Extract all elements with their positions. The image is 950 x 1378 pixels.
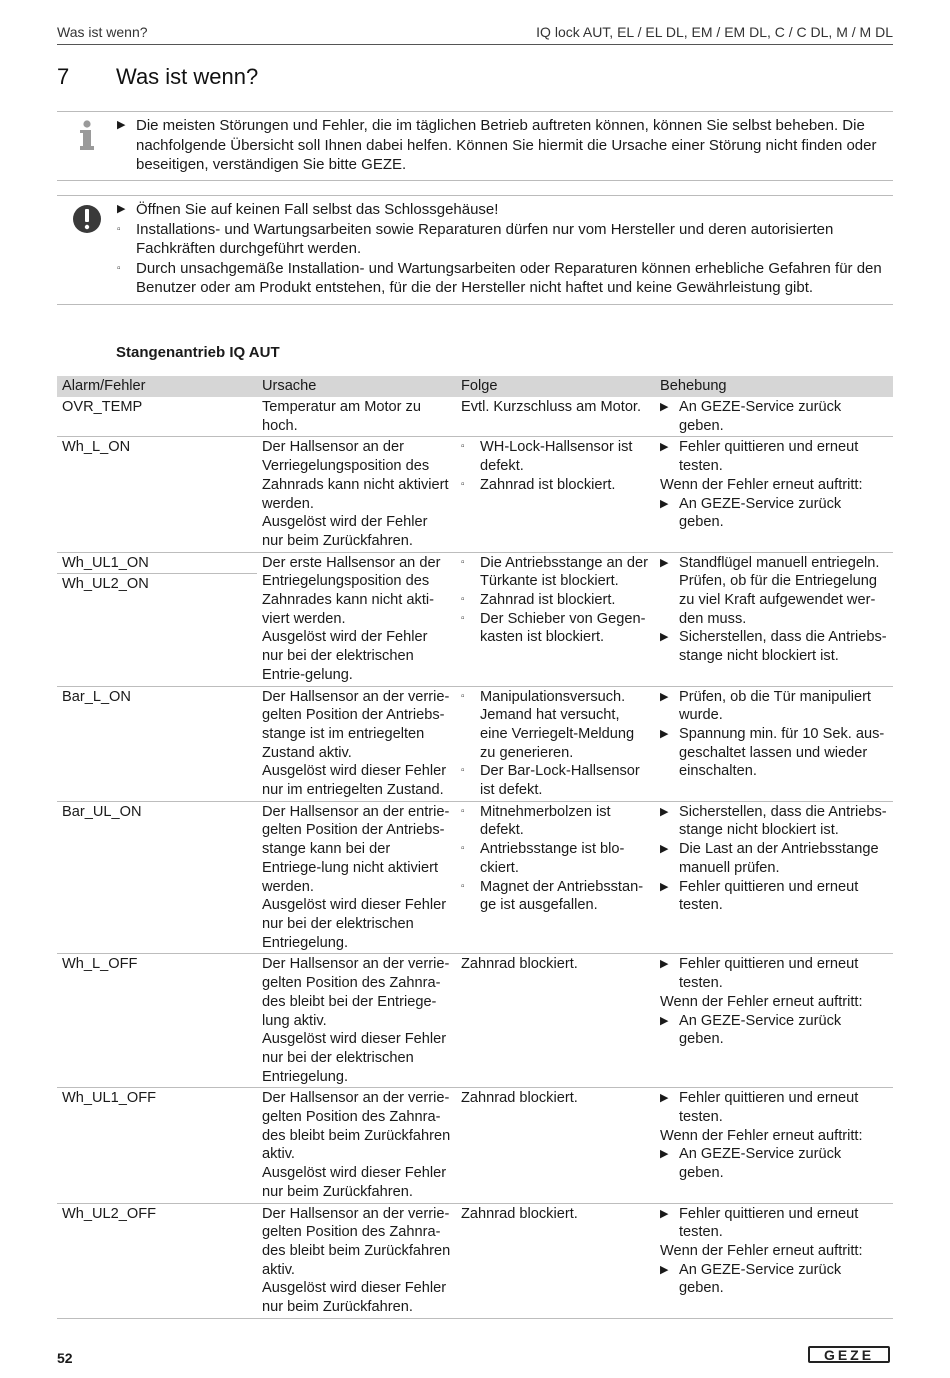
cause-text: Der Hallsensor an der verrie-gelten Position des Zahnra-des bleibt beim Zurückfahren aktiv. (262, 1090, 451, 1163)
effect-cell (456, 397, 655, 437)
effect-cell (456, 1088, 655, 1203)
effect-item (461, 438, 650, 475)
table-row (57, 397, 893, 437)
fix-item (660, 688, 888, 725)
square-bullet-icon: ▫ (461, 843, 465, 855)
cause-text: Ausgelöst wird dieser Fehler nur beim Zurückfahren. (262, 1165, 447, 1200)
effect-cell (456, 1203, 655, 1318)
warning-notice-text (117, 200, 893, 298)
cause-cell (257, 397, 456, 437)
alarm-code: Bar_L_ON (62, 688, 131, 705)
arrow-bullet-icon: ▶ (117, 119, 126, 131)
arrow-bullet-icon: ▶ (660, 1092, 669, 1105)
effect-cell (456, 552, 655, 686)
info-notice-text (117, 116, 893, 175)
effect-item-text: Der Bar-Lock-Hallsensor ist defekt. (480, 763, 640, 799)
arrow-bullet-icon: ▶ (660, 690, 669, 703)
effect-cell (456, 801, 655, 954)
arrow-bullet-icon: ▶ (660, 1148, 669, 1161)
chapter-number: 7 (57, 64, 70, 89)
column-header-fix: Behebung (655, 376, 893, 397)
arrow-bullet-icon: ▶ (660, 631, 669, 644)
fix-item-text: Sicherstellen, dass die Antriebs-stange nicht blockiert ist. (679, 803, 887, 839)
alarm-code: Bar_UL_ON (62, 803, 142, 820)
fix-cell (655, 686, 893, 801)
arrow-bullet-icon: ▶ (660, 497, 669, 510)
notice-item-text: Die meisten Störungen und Fehler, die im täglichen Betrieb auftreten können, können Sie selbst beheben. Die nachfolgende Übersicht soll Ihnen dabei helfen. Können Sie hiermit die Ursache einer Störung nicht finden oder beseitigen, verständigen Sie bitte GEZE. (136, 117, 877, 174)
square-bullet-icon: ▫ (117, 262, 121, 274)
arrow-bullet-icon: ▶ (660, 843, 669, 856)
fix-item-text: Fehler quittieren und erneut testen. (679, 1090, 859, 1126)
square-bullet-icon: ▫ (461, 880, 465, 892)
fix-item-text: Prüfen, ob die Tür manipuliert wurde. (679, 688, 871, 724)
header-section-title: Was ist wenn? (57, 24, 148, 40)
fix-item (660, 628, 888, 665)
alarm-code: OVR_TEMP (62, 399, 143, 415)
fix-item-text: Die Last an der Antriebsstange manuell prüfen. (679, 841, 879, 876)
notice-item-text: Installations- und Wartungsarbeiten sowie Reparaturen dürfen nur vom Hersteller und deren autorisierten Fachkräften durchgeführt werden. (136, 220, 834, 258)
cause-text: Ausgelöst wird der Fehler nur bei der elektrischen Entrie-gelung. (262, 629, 428, 683)
cause-cell (257, 552, 456, 686)
fault-table (57, 376, 893, 1319)
fix-item (660, 554, 888, 629)
notice-item (117, 116, 893, 175)
fix-item-text: An GEZE-Service zurück geben. (679, 399, 842, 434)
info-notice (57, 111, 893, 181)
cause-cell (257, 437, 456, 552)
cause-text: Der erste Hallsensor an der Entriegelungsposition des Zahnrades kann nicht akti-viert werden. (262, 554, 441, 627)
alarm-code: Wh_UL1_ON (62, 554, 149, 571)
fix-cell (655, 552, 893, 686)
fix-text: Wenn der Fehler erneut auftritt: (660, 1127, 863, 1144)
fix-item-text: An GEZE-Service zurück geben. (679, 1012, 842, 1048)
cause-text: Der Hallsensor an der entrie-gelten Position der Antriebs-stange kann bei der Entriege-lung nicht aktiviert werden. (262, 803, 450, 895)
running-header (57, 24, 893, 45)
arrow-bullet-icon: ▶ (117, 203, 126, 215)
column-header-cause: Ursache (257, 376, 456, 397)
cause-text: Der Hallsensor an der verrie-gelten Position des Zahnra-des bleibt bei der Entriege-lung aktiv. (262, 956, 450, 1029)
effect-item-text: Antriebsstange ist blo-ckiert. (480, 841, 625, 876)
fix-item-text: Spannung min. für 10 Sek. aus-geschaltet lassen und wieder einschalten. (679, 725, 885, 780)
notice-item (117, 200, 893, 220)
effect-item (461, 688, 650, 763)
cause-text: Ausgelöst wird der Fehler nur beim Zurückfahren. (262, 514, 428, 549)
fix-item (660, 1205, 888, 1242)
fix-item-text: An GEZE-Service zurück geben. (679, 1261, 842, 1297)
fix-text: Wenn der Fehler erneut auftritt: (660, 993, 863, 1010)
cause-text: Ausgelöst wird dieser Fehler nur bei der elektrischen Entriegelung. (262, 1031, 447, 1085)
arrow-bullet-icon: ▶ (660, 805, 669, 818)
fix-cell (655, 1203, 893, 1318)
table-row (57, 954, 893, 1088)
fix-item (660, 840, 888, 877)
geze-logo: GEZE (808, 1346, 890, 1363)
effect-cell (456, 954, 655, 1088)
effect-item-text: Zahnrad ist blockiert. (480, 476, 616, 493)
effect-item-text: WH-Lock-Hallsensor ist defekt. (480, 439, 633, 475)
alarm-cell (57, 954, 257, 1088)
fix-cell (655, 1088, 893, 1203)
fix-item (660, 1261, 888, 1298)
fix-cell (655, 437, 893, 552)
warning-notice (57, 195, 893, 305)
square-bullet-icon: ▫ (461, 612, 465, 624)
cause-cell (257, 954, 456, 1088)
cause-text: Temperatur am Motor zu hoch. (262, 399, 421, 434)
cause-text: Ausgelöst wird dieser Fehler nur bei der elektrischen Entriegelung. (262, 897, 447, 951)
effect-item (461, 803, 650, 840)
effect-item (461, 554, 650, 591)
arrow-bullet-icon: ▶ (660, 401, 669, 413)
cause-cell (257, 801, 456, 954)
fix-item-text: Sicherstellen, dass die Antriebs-stange nicht blockiert ist. (679, 629, 887, 665)
alarm-code: Wh_UL2_ON (57, 573, 257, 595)
fix-item (660, 1145, 888, 1182)
fix-item (660, 1012, 888, 1049)
effect-text: Zahnrad blockiert. (461, 1205, 578, 1222)
table-row (57, 1088, 893, 1203)
fix-cell (655, 801, 893, 954)
alarm-cell (57, 552, 257, 686)
fix-item-text: Standflügel manuell entriegeln. Prüfen, ob für die Entriegelung zu viel Kraft aufgewendet wer-den muss. (679, 554, 880, 627)
effect-item (461, 476, 650, 495)
effect-item-text: Der Schieber von Gegen-kasten ist blockiert. (480, 610, 646, 646)
square-bullet-icon: ▫ (461, 805, 465, 817)
alarm-code: Wh_UL1_OFF (62, 1090, 157, 1107)
cause-cell (257, 1203, 456, 1318)
effect-cell (456, 437, 655, 552)
fix-item (660, 955, 888, 992)
fix-text: Wenn der Fehler erneut auftritt: (660, 476, 863, 493)
effect-text: Zahnrad blockiert. (461, 956, 578, 973)
fix-item-text: An GEZE-Service zurück geben. (679, 495, 842, 531)
cause-text: Der Hallsensor an der verrie-gelten Position des Zahnra-des bleibt beim Zurückfahren aktiv. (262, 1205, 451, 1278)
fix-item (660, 438, 888, 475)
square-bullet-icon: ▫ (461, 765, 465, 777)
alarm-cell (57, 1203, 257, 1318)
alarm-cell (57, 397, 257, 437)
effect-item (461, 878, 650, 915)
column-header-alarm: Alarm/Fehler (57, 376, 257, 397)
alarm-code: Wh_UL2_OFF (62, 1205, 157, 1222)
table-row (57, 686, 893, 801)
cause-cell (257, 1088, 456, 1203)
fix-item-text: Fehler quittieren und erneut testen. (679, 1205, 859, 1241)
effect-text: Zahnrad blockiert. (461, 1090, 578, 1107)
fix-item (660, 803, 888, 840)
fix-item (660, 495, 888, 532)
fix-cell (655, 954, 893, 1088)
fix-item-text: Fehler quittieren und erneut testen. (679, 439, 859, 475)
arrow-bullet-icon: ▶ (660, 880, 669, 893)
effect-item (461, 762, 650, 799)
cause-text: Ausgelöst wird dieser Fehler nur beim Zurückfahren. (262, 1280, 447, 1316)
square-bullet-icon: ▫ (461, 690, 465, 702)
chapter-title: Was ist wenn? (116, 64, 259, 89)
effect-item-text: Mitnehmerbolzen ist defekt. (480, 803, 611, 839)
square-bullet-icon: ▫ (117, 223, 121, 235)
alarm-cell (57, 686, 257, 801)
arrow-bullet-icon: ▶ (660, 1014, 669, 1027)
square-bullet-icon: ▫ (461, 478, 465, 490)
effect-item (461, 591, 650, 610)
fix-item (660, 878, 888, 915)
effect-item (461, 840, 650, 877)
fix-item-text: An GEZE-Service zurück geben. (679, 1146, 842, 1182)
square-bullet-icon: ▫ (461, 556, 465, 568)
alarm-code: Wh_L_ON (62, 439, 131, 456)
cause-text: Ausgelöst wird dieser Fehler nur im entriegelten Zustand. (262, 763, 447, 799)
fix-item (660, 1089, 888, 1126)
arrow-bullet-icon: ▶ (660, 1207, 669, 1220)
alarm-cell (57, 1088, 257, 1203)
fix-text: Wenn der Fehler erneut auftritt: (660, 1242, 863, 1259)
alarm-cell (57, 437, 257, 552)
cause-cell (257, 686, 456, 801)
cause-text: Der Hallsensor an der Verriegelungsposition des Zahnrads kann nicht aktiviert werden. (262, 439, 449, 512)
square-bullet-icon: ▫ (461, 441, 465, 453)
effect-item (461, 610, 650, 647)
notice-item (117, 259, 893, 298)
effect-item-text: Die Antriebsstange an der Türkante ist blockiert. (480, 554, 648, 590)
fix-item (660, 398, 888, 435)
table-header-row (57, 376, 893, 397)
arrow-bullet-icon: ▶ (660, 958, 669, 971)
arrow-bullet-icon: ▶ (660, 1263, 669, 1276)
effect-text: Evtl. Kurzschluss am Motor. (461, 399, 642, 415)
header-product-title: IQ lock AUT, EL / EL DL, EM / EM DL, C / C DL, M / M DL (536, 24, 893, 40)
warning-icon (71, 202, 103, 236)
effect-item-text: Magnet der Antriebsstan-ge ist ausgefallen. (480, 878, 644, 914)
table-row (57, 552, 893, 686)
arrow-bullet-icon: ▶ (660, 441, 669, 454)
fix-item-text: Fehler quittieren und erneut testen. (679, 878, 859, 914)
alarm-cell (57, 801, 257, 954)
cause-text: Der Hallsensor an der verrie-gelten Position der Antriebs-stange ist im entriegelten Zustand aktiv. (262, 688, 450, 761)
notice-item-text: Öffnen Sie auf keinen Fall selbst das Schlossgehäuse! (136, 201, 499, 218)
page-number: 52 (57, 1350, 73, 1366)
section-title: Stangenantrieb IQ AUT (116, 344, 280, 361)
table-row (57, 1203, 893, 1318)
notice-item-text: Durch unsachgemäße Installation- und Wartungsarbeiten oder Reparaturen können erhebliche Gefahren für den Benutzer oder am Produkt entstehen, für die der Hersteller nicht haftet und keine Gewährleistung gibt. (136, 259, 882, 297)
effect-cell (456, 686, 655, 801)
table-row (57, 801, 893, 954)
fix-item (660, 725, 888, 781)
arrow-bullet-icon: ▶ (660, 727, 669, 740)
fix-item-text: Fehler quittieren und erneut testen. (679, 956, 859, 992)
effect-item-text: Manipulationsversuch. Jemand hat versucht, eine Verriegelt-Meldung zu generieren. (480, 688, 635, 761)
square-bullet-icon: ▫ (461, 594, 465, 606)
fix-cell (655, 397, 893, 437)
notice-item (117, 220, 893, 259)
column-header-effect: Folge (456, 376, 655, 397)
table-row (57, 437, 893, 552)
info-icon (71, 118, 103, 152)
alarm-code: Wh_L_OFF (62, 956, 138, 973)
effect-item-text: Zahnrad ist blockiert. (480, 592, 616, 609)
arrow-bullet-icon: ▶ (660, 556, 669, 569)
